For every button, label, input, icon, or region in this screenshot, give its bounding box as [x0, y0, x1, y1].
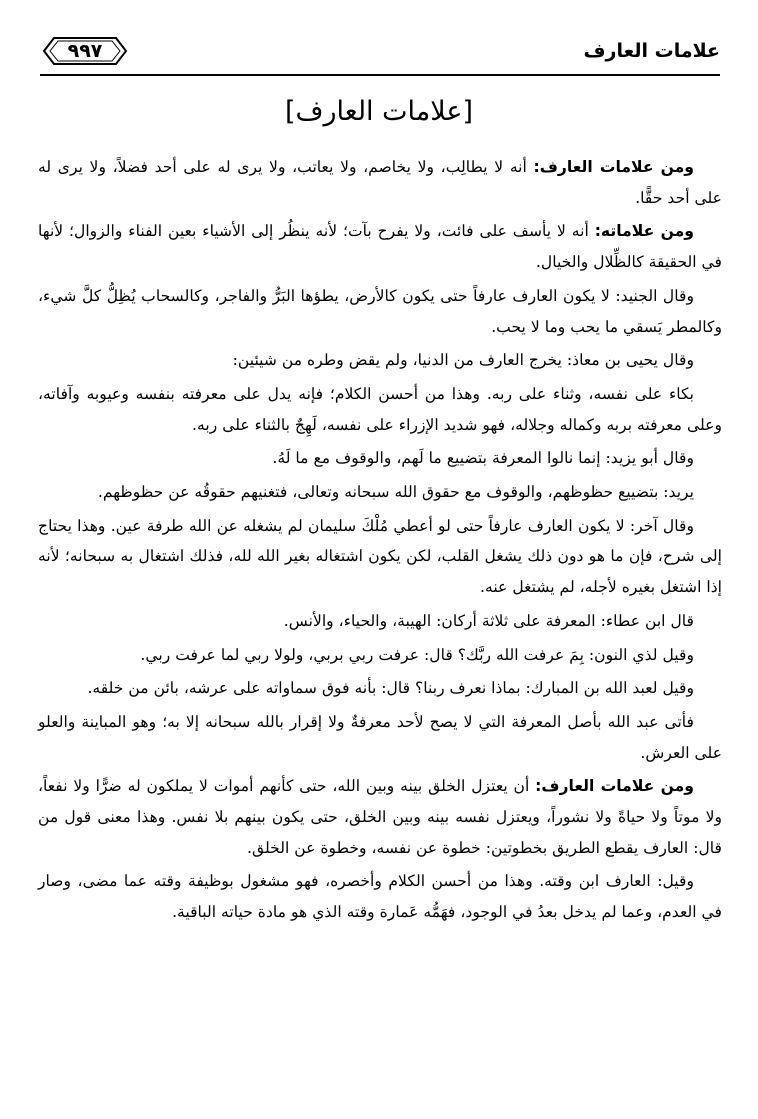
paragraph-text: وقيل لذي النون: بِمَ عرفت الله ربَّك؟ قال: عرفت ربي بربي، ولولا ربي لما عرفت ربي. — [140, 645, 694, 664]
paragraph — [38, 511, 722, 603]
paragraph-text: وقال آخر: لا يكون العارف عارفاً حتى لو أعطي مُلْكَ سليمان لم يشغله عن الله طرفة عين. وهذا يحتاج إلى شرح، فإن ما هو دون ذلك يشغل القلب، لكن يكون اشتغاله بغير الله لله، فذلك اشتغال به سبحانه؛ لأنه إذا اشتغل بغيره لأجله، لم يشتغل عنه. — [38, 516, 722, 597]
paragraph — [38, 640, 722, 671]
paragraph — [38, 477, 722, 508]
paragraph-text: أنه لا يأسف على فائت، ولا يفرح بآت؛ لأنه ينظُر إلى الأشياء بعين الفناء والزوال؛ لأنها في الحقيقة كالظِّلال والخيال. — [38, 222, 722, 272]
paragraph — [38, 152, 722, 213]
paragraph-text: وقال الجنيد: لا يكون العارف عارفاً حتى يكون كالأرض، يطؤها البَرُّ والفاجر، وكالسحاب يُظِلُّ كلَّ شيء، وكالمطر يَسقي ما يحب وما لا يحب. — [38, 286, 722, 336]
paragraph — [38, 606, 722, 637]
section-title: [علامات العارف] — [285, 96, 473, 127]
paragraph — [38, 345, 722, 376]
paragraph-text: وقال أبو يزيد: إنما نالوا المعرفة بتضييع ما لَهم، والوقوف مع ما لَهُ. — [272, 449, 694, 468]
paragraph — [38, 707, 722, 768]
paragraph — [38, 443, 722, 474]
paragraph — [38, 866, 722, 927]
paragraph-text: أن يعتزل الخلق بينه وبين الله، حتى كأنهم أموات لا يملكون له ضرًّا ولا نفعاً، ولا موتاً ولا حياةً ولا نشوراً، ويعتزل نفسه بينه وبين الخلق، حتى يكون بينهم بلا نفس. وهذا معنى قول من قال: العارف يقطع الطريق بخطوتين: خطوة عن نفسه، وخطوة عن الخلق. — [38, 777, 722, 857]
paragraph — [38, 771, 722, 863]
paragraph-text: أنه لا يطالِب، ولا يخاصم، ولا يعاتب، ولا يرى له على أحد فضلاً، ولا يرى له على أحد حقًّا. — [38, 158, 722, 207]
paragraph-text: بكاء على نفسه، وثناء على ربه. وهذا من أحسن الكلام؛ فإنه يدل على معرفته بنفسه وعيوبه وآفاته، وعلى معرفته بربه وكماله وجلاله، فهو شديد الإزراء على نفسه، لَهِجٌ بالثناء على ربه. — [38, 384, 722, 434]
page-header — [40, 28, 720, 76]
paragraph-text: فأتى عبد الله بأصل المعرفة التي لا يصح لأحد معرفةٌ ولا إقرار بالله سبحانه إلا به؛ وهو المباينة والعلو على العرش. — [38, 712, 722, 762]
paragraph — [38, 281, 722, 342]
paragraph-text: يريد: بتضييع حظوظهم، والوقوف مع حقوق الله سبحانه وتعالى، فتغنيهم حقوقُه عن حظوظهم. — [97, 483, 694, 502]
paragraph — [38, 216, 722, 277]
running-title: علامات العارف — [583, 40, 720, 62]
paragraph-lead: ومن علاماته: — [594, 222, 694, 241]
paragraph — [38, 673, 722, 704]
paragraph — [38, 379, 722, 440]
paragraph-lead: ومن علامات العارف: — [533, 158, 694, 176]
paragraph-lead: ومن علامات العارف: — [535, 777, 694, 796]
paragraph-text: وقال يحيى بن معاذ: يخرج العارف من الدنيا، ولم يقض وطره من شيئين: — [232, 351, 694, 370]
main-text — [38, 152, 722, 931]
page-number: ٩٩٧ — [67, 40, 103, 62]
paragraph-text: وقيل: العارف ابن وقته. وهذا من أحسن الكلام وأخصره، فهو مشغول بوظيفة وقته عما مضى، وصار في العدم، وعما لم يدخل بعدُ في الوجود، فهَمُّه عَمارة وقته الذي هو مادة حياته الباقية. — [38, 872, 722, 922]
paragraph-text: قال ابن عطاء: المعرفة على ثلاثة أركان: الهيبة، والحياء، والأنس. — [283, 611, 694, 630]
paragraph-text: وقيل لعبد الله بن المبارك: بماذا نعرف ربنا؟ قال: بأنه فوق سماواته على عرشه، بائن من خلقه. — [87, 679, 694, 698]
page-number-frame — [40, 36, 130, 66]
